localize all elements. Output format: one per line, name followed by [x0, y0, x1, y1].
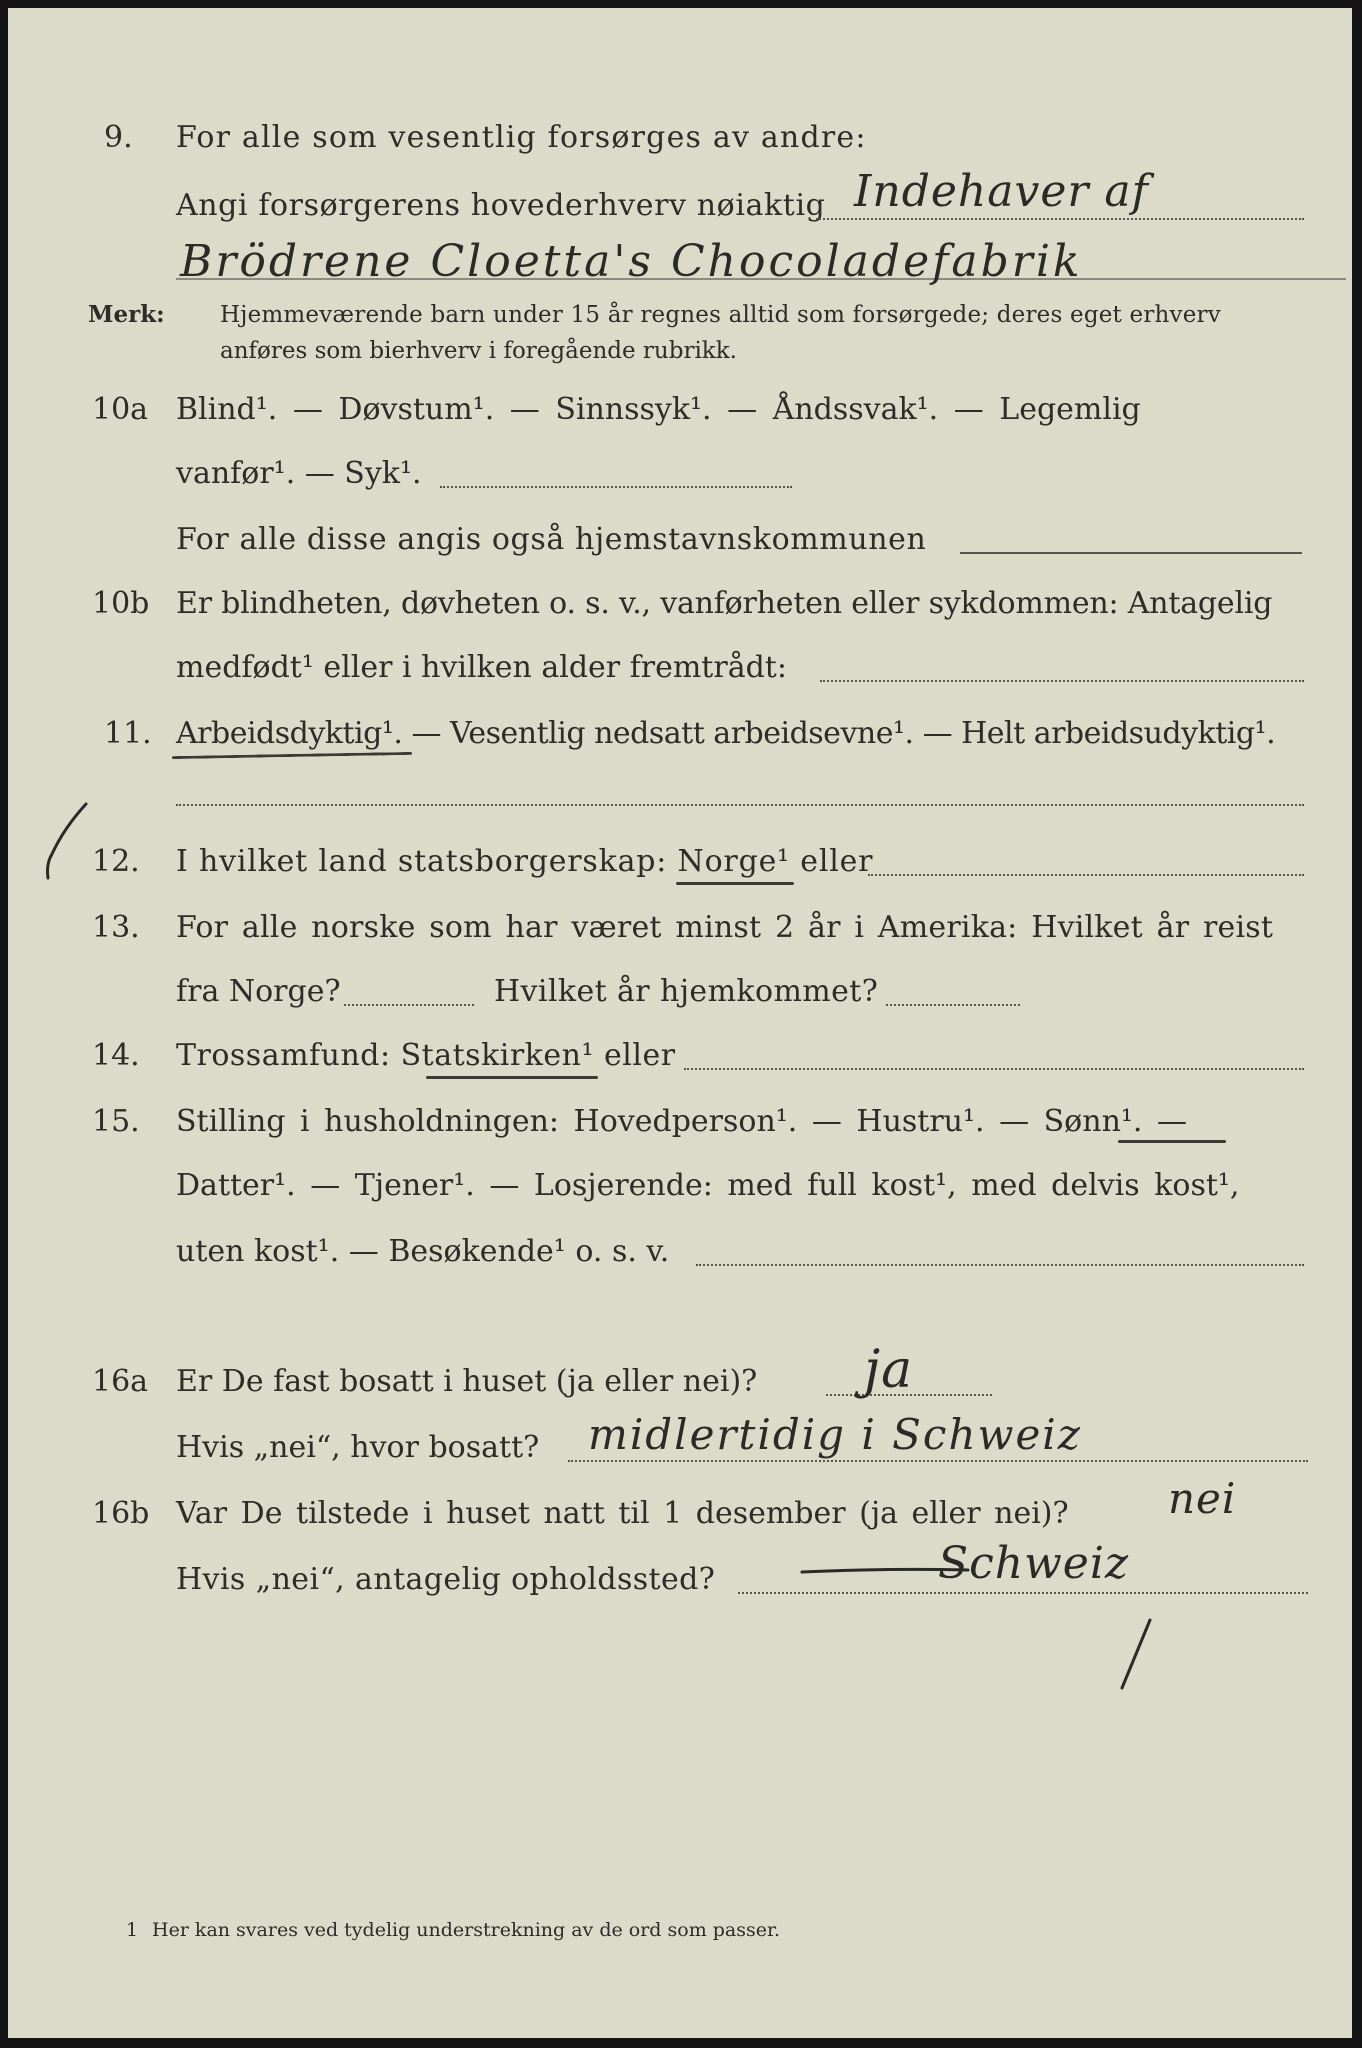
q15-underline-sonn	[1118, 1140, 1226, 1143]
question-number-10a: 10a	[92, 392, 149, 427]
q10a-kommune-line	[960, 552, 1302, 554]
q13-reist-line	[344, 1004, 474, 1006]
q14-underline-statskirken	[426, 1076, 598, 1079]
question-number-12: 12.	[92, 844, 140, 879]
q13-text-line1: For alle norske som har været minst 2 år i Amerika: Hvilket år reist	[176, 910, 1274, 945]
q12-answer-line	[868, 874, 1304, 876]
handwritten-stroke	[798, 1562, 1178, 1702]
q10a-text-line3: For alle disse angis også hjemstavnskommunen	[176, 522, 927, 557]
q10a-text-line2: vanfør¹. — Syk¹.	[176, 456, 422, 491]
q15-answer-line	[696, 1264, 1304, 1266]
q16a-text-line1: Er De fast bosatt i huset (ja eller nei)?	[176, 1364, 758, 1399]
q16a-text-line2: Hvis „nei“, hvor bosatt?	[176, 1430, 540, 1465]
question-number-14: 14.	[92, 1038, 140, 1073]
q10b-text-line2: medfødt¹ eller i hvilken alder fremtrådt:	[176, 650, 787, 685]
q10a-syk-line	[440, 486, 792, 488]
q16a-bosatt-line	[568, 1460, 1308, 1462]
q16a-handwritten-answer-1: ja	[864, 1340, 914, 1400]
q15-text-line3: uten kost¹. — Besøkende¹ o. s. v.	[176, 1234, 670, 1269]
footnote-mark: 1	[126, 1919, 139, 1941]
q13-text-line2a: fra Norge?	[176, 974, 341, 1009]
q11-extra-line	[176, 804, 1304, 806]
q13-hjemkommet-line	[886, 1004, 1020, 1006]
q9-handwritten-answer-1: Indehaver af	[854, 166, 1149, 217]
q9-text-line1: For alle som vesentlig forsørges av andre:	[176, 120, 867, 155]
question-number-10b: 10b	[92, 586, 150, 621]
census-form-page	[8, 8, 1352, 2038]
question-number-15: 15.	[92, 1104, 140, 1139]
q12-text-line1: I hvilket land statsborgerskap: Norge¹ eller	[176, 844, 874, 879]
merk-label: Merk:	[88, 301, 165, 328]
q11-underline-arbeidsdyktig	[172, 752, 412, 759]
q9-answer-line	[816, 218, 1304, 220]
footnote-text: Her kan svares ved tydelig understrekning av de ord som passer.	[152, 1919, 781, 1941]
q13-text-line2b: Hvilket år hjemkommet?	[494, 974, 879, 1009]
question-number-16a: 16a	[92, 1364, 149, 1399]
question-number-11: 11.	[104, 716, 152, 751]
q11-text-line1: Arbeidsdyktig¹. — Vesentlig nedsatt arbeidsevne¹. — Helt arbeidsudyktig¹.	[176, 716, 1276, 751]
q12-underline-norge	[676, 882, 794, 885]
q10a-text-line1: Blind¹. — Døvstum¹. — Sinnssyk¹. — Åndssvak¹. — Legemlig	[176, 392, 1141, 427]
question-number-13: 13.	[92, 910, 140, 945]
q16b-handwritten-answer-1: nei	[1168, 1474, 1237, 1523]
q16b-handwritten-answer-2: Schweiz	[938, 1538, 1130, 1589]
q16b-text-line2: Hvis „nei“, antagelig opholdssted?	[176, 1562, 716, 1597]
question-number-9: 9.	[104, 120, 133, 155]
q16a-handwritten-answer-2: midlertidig i Schweiz	[588, 1410, 1082, 1459]
merk-text-line2: anføres som bierhverv i foregående rubrikk.	[220, 338, 737, 364]
q14-text-line1: Trossamfund: Statskirken¹ eller	[176, 1038, 676, 1073]
q10b-text-line1: Er blindheten, døvheten o. s. v., vanførheten eller sykdommen: Antagelig	[176, 586, 1273, 621]
q9-handwritten-answer-2: Brödrene Cloetta's Chocoladefabrik	[180, 236, 1083, 287]
q9-text-line2: Angi forsørgerens hovederhverv nøiaktig	[176, 188, 826, 223]
q15-text-line2: Datter¹. — Tjener¹. — Losjerende: med full kost¹, med delvis kost¹,	[176, 1168, 1240, 1203]
merk-text-line1: Hjemmeværende barn under 15 år regnes alltid som forsørgede; deres eget erhverv	[220, 302, 1221, 328]
q10b-answer-line	[820, 680, 1304, 682]
q16b-text-line1: Var De tilstede i huset natt til 1 desember (ja eller nei)?	[176, 1496, 1069, 1531]
question-number-16b: 16b	[92, 1496, 150, 1531]
q14-answer-line	[684, 1068, 1304, 1070]
q15-text-line1: Stilling i husholdningen: Hovedperson¹. — Hustru¹. — Sønn¹. —	[176, 1104, 1187, 1139]
